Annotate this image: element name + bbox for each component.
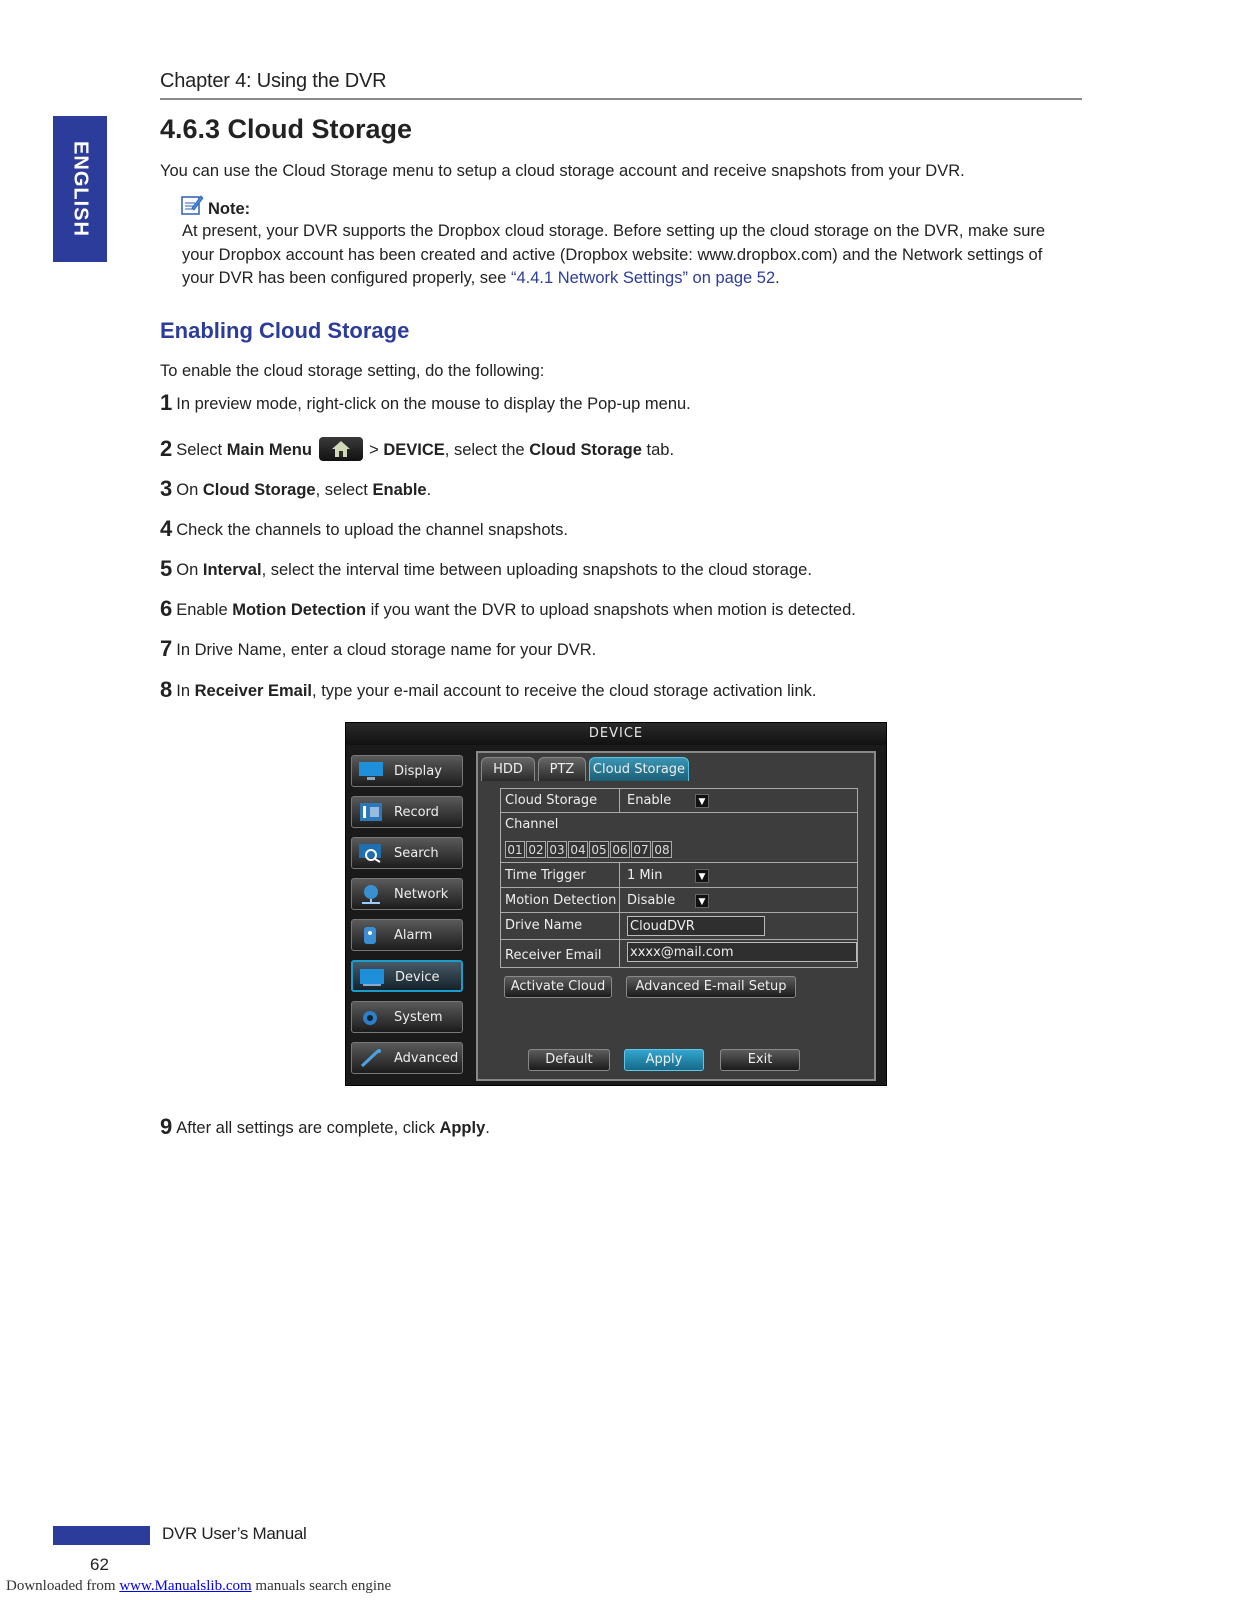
motion-detection-row bbox=[501, 888, 857, 913]
channel-checkboxes bbox=[505, 839, 673, 858]
interval-term: Interval bbox=[202, 561, 262, 579]
step-text: Check the channels to upload the channel snapshots. bbox=[176, 521, 568, 539]
main-menu-term: Main Menu bbox=[226, 441, 312, 459]
film-icon bbox=[358, 802, 384, 822]
sidebar-item-alarm[interactable] bbox=[351, 919, 463, 951]
chevron-down-icon: ▼ bbox=[695, 869, 709, 883]
note-tail: . bbox=[775, 269, 780, 287]
home-icon bbox=[319, 437, 363, 461]
sidebar-item-search[interactable] bbox=[351, 837, 463, 869]
enable-term: Enable bbox=[372, 481, 427, 499]
step-text: On bbox=[176, 481, 203, 499]
step-2 bbox=[160, 436, 674, 462]
manualslib-link[interactable]: www.Manualslib.com bbox=[119, 1578, 252, 1594]
language-tab bbox=[53, 116, 107, 262]
language-tab-label: ENGLISH bbox=[69, 141, 92, 237]
step-9 bbox=[160, 1114, 490, 1140]
network-settings-link[interactable]: “4.4.1 Network Settings” on page 52 bbox=[510, 269, 776, 287]
step-5 bbox=[160, 556, 812, 582]
step-text: Enable bbox=[176, 601, 233, 619]
time-trigger-select[interactable] bbox=[627, 867, 709, 885]
step-number: 3 bbox=[160, 476, 173, 501]
step-number: 6 bbox=[160, 596, 173, 621]
footer-bar bbox=[53, 1526, 150, 1545]
sidebar-item-label: Record bbox=[394, 805, 439, 820]
step-text: . bbox=[426, 481, 432, 499]
cloud-storage-term: Cloud Storage bbox=[202, 481, 316, 499]
page-number: 62 bbox=[90, 1555, 109, 1574]
wrench-icon bbox=[358, 1048, 384, 1068]
section-intro: You can use the Cloud Storage menu to setup a cloud storage account and receive snapshots from your DVR. bbox=[160, 162, 965, 180]
chapter-title: Chapter 4: Using the DVR bbox=[160, 70, 387, 92]
note-body bbox=[182, 220, 1062, 291]
row-divider bbox=[619, 863, 620, 887]
enabling-heading: Enabling Cloud Storage bbox=[160, 318, 410, 343]
step-8 bbox=[160, 677, 816, 703]
step-number: 8 bbox=[160, 677, 173, 702]
download-credit-prefix: Downloaded from bbox=[6, 1578, 120, 1594]
cloud-storage-term: Cloud Storage bbox=[529, 441, 642, 459]
note-icon bbox=[180, 194, 204, 216]
cloud-storage-label: Cloud Storage bbox=[505, 793, 598, 808]
sidebar-item-device[interactable] bbox=[351, 960, 463, 992]
drive-name-label: Drive Name bbox=[505, 918, 583, 933]
sidebar-item-label: Device bbox=[395, 970, 440, 985]
exit-button[interactable]: Exit bbox=[720, 1049, 800, 1071]
note-text: At present, your DVR supports the Dropbox cloud storage. Before setting up the cloud storage on the DVR, make sure your Dropbox account has been created and active (Dropbox website: www.dropbox.com) and the Network settings of your DVR has been configured properly, see bbox=[182, 222, 1046, 287]
sidebar-item-record[interactable] bbox=[351, 796, 463, 828]
step-text: . bbox=[485, 1119, 490, 1137]
device-term: DEVICE bbox=[383, 441, 445, 459]
time-trigger-label: Time Trigger bbox=[505, 868, 586, 883]
channel-row bbox=[501, 813, 857, 863]
channel-checkbox[interactable]: 05 bbox=[589, 841, 609, 858]
step-text: if you want the DVR to upload snapshots when motion is detected. bbox=[366, 601, 856, 619]
sidebar-item-label: Network bbox=[394, 887, 449, 902]
step-text: > bbox=[364, 441, 384, 459]
step-6 bbox=[160, 596, 856, 622]
enabling-lead: To enable the cloud storage setting, do the following: bbox=[160, 362, 545, 380]
receiver-email-input[interactable]: xxxx@mail.com bbox=[627, 942, 857, 962]
channel-checkbox[interactable]: 07 bbox=[631, 841, 651, 858]
chevron-down-icon: ▼ bbox=[695, 894, 709, 908]
channel-checkbox[interactable]: 02 bbox=[526, 841, 546, 858]
default-button[interactable]: Default bbox=[528, 1049, 610, 1071]
step-text: , type your e-mail account to receive the cloud storage activation link. bbox=[312, 682, 817, 700]
step-text: tab. bbox=[641, 441, 675, 459]
row-divider bbox=[619, 913, 620, 939]
channel-checkbox[interactable]: 04 bbox=[568, 841, 588, 858]
step-number: 5 bbox=[160, 556, 173, 581]
motion-detection-label: Motion Detection bbox=[505, 893, 617, 908]
row-divider bbox=[619, 888, 620, 912]
drive-name-input[interactable]: CloudDVR bbox=[627, 916, 765, 936]
step-number: 2 bbox=[160, 436, 173, 461]
cloud-storage-row bbox=[501, 789, 857, 813]
note-label: Note: bbox=[208, 200, 251, 218]
tab-ptz[interactable]: PTZ bbox=[538, 757, 586, 781]
sidebar-item-label: Search bbox=[394, 846, 439, 861]
step-7 bbox=[160, 636, 596, 662]
receiver-email-term: Receiver Email bbox=[194, 682, 313, 700]
channel-checkbox[interactable]: 06 bbox=[610, 841, 630, 858]
sidebar-item-label: Alarm bbox=[394, 928, 433, 943]
time-trigger-value: 1 Min bbox=[627, 868, 663, 883]
search-icon bbox=[358, 843, 384, 863]
apply-button[interactable]: Apply bbox=[624, 1049, 704, 1071]
channel-checkbox[interactable]: 08 bbox=[652, 841, 672, 858]
step-text: Select bbox=[176, 441, 227, 459]
time-trigger-row bbox=[501, 863, 857, 888]
drive-name-row bbox=[501, 913, 857, 940]
tab-hdd[interactable]: HDD bbox=[481, 757, 535, 781]
footer-manual-title: DVR User’s Manual bbox=[162, 1524, 307, 1543]
step-number: 7 bbox=[160, 636, 173, 661]
step-number: 4 bbox=[160, 516, 173, 541]
header-rule bbox=[160, 98, 1082, 100]
sidebar-item-label: Display bbox=[394, 764, 442, 779]
motion-detection-select[interactable] bbox=[627, 892, 709, 910]
receiver-email-row bbox=[501, 940, 857, 967]
channel-label: Channel bbox=[505, 817, 559, 832]
network-icon bbox=[358, 884, 384, 904]
step-text: In preview mode, right-click on the mouse to display the Pop-up menu. bbox=[176, 395, 691, 413]
step-3 bbox=[160, 476, 431, 502]
step-text: In Drive Name, enter a cloud storage name for your DVR. bbox=[176, 641, 597, 659]
alarm-icon bbox=[358, 925, 384, 945]
download-credit bbox=[6, 1578, 391, 1595]
gear-icon bbox=[358, 1007, 384, 1027]
chevron-down-icon: ▼ bbox=[695, 794, 709, 808]
step-1 bbox=[160, 390, 691, 416]
sidebar-item-system[interactable] bbox=[351, 1001, 463, 1033]
cloud-storage-select[interactable] bbox=[627, 792, 709, 810]
channel-checkbox[interactable]: 01 bbox=[505, 841, 525, 858]
step-text: , select the bbox=[444, 441, 530, 459]
receiver-email-label: Receiver Email bbox=[505, 948, 602, 963]
step-text: After all settings are complete, click bbox=[176, 1119, 440, 1137]
download-credit-suffix: manuals search engine bbox=[251, 1578, 392, 1594]
section-title: 4.6.3 Cloud Storage bbox=[160, 114, 413, 144]
step-number: 9 bbox=[160, 1114, 173, 1139]
dvr-device-screenshot bbox=[345, 722, 887, 1086]
device-icon bbox=[359, 967, 385, 987]
step-number: 1 bbox=[160, 390, 173, 415]
step-text: On bbox=[176, 561, 203, 579]
motion-detection-value: Disable bbox=[627, 893, 676, 908]
channel-checkbox[interactable]: 03 bbox=[547, 841, 567, 858]
sidebar-item-label: System bbox=[394, 1010, 443, 1025]
step-4 bbox=[160, 516, 568, 542]
tab-cloud-storage[interactable]: Cloud Storage bbox=[589, 757, 689, 781]
apply-term: Apply bbox=[439, 1119, 486, 1137]
row-divider bbox=[619, 789, 620, 812]
sidebar-item-display[interactable] bbox=[351, 755, 463, 787]
sidebar-item-label: Advanced bbox=[394, 1051, 459, 1066]
step-text: , select bbox=[315, 481, 373, 499]
sidebar-item-network[interactable] bbox=[351, 878, 463, 910]
monitor-icon bbox=[358, 761, 384, 781]
activate-cloud-button[interactable]: Activate Cloud bbox=[504, 976, 612, 998]
cloud-storage-form bbox=[500, 788, 858, 968]
motion-detection-term: Motion Detection bbox=[232, 601, 367, 619]
row-divider bbox=[619, 940, 620, 967]
step-text: , select the interval time between uploading snapshots to the cloud storage. bbox=[261, 561, 812, 579]
cloud-storage-value: Enable bbox=[627, 793, 672, 808]
dvr-window-title: DEVICE bbox=[346, 723, 886, 745]
step-text: In bbox=[176, 682, 195, 700]
sidebar-item-advanced[interactable] bbox=[351, 1042, 463, 1074]
advanced-email-setup-button[interactable]: Advanced E-mail Setup bbox=[626, 976, 796, 998]
